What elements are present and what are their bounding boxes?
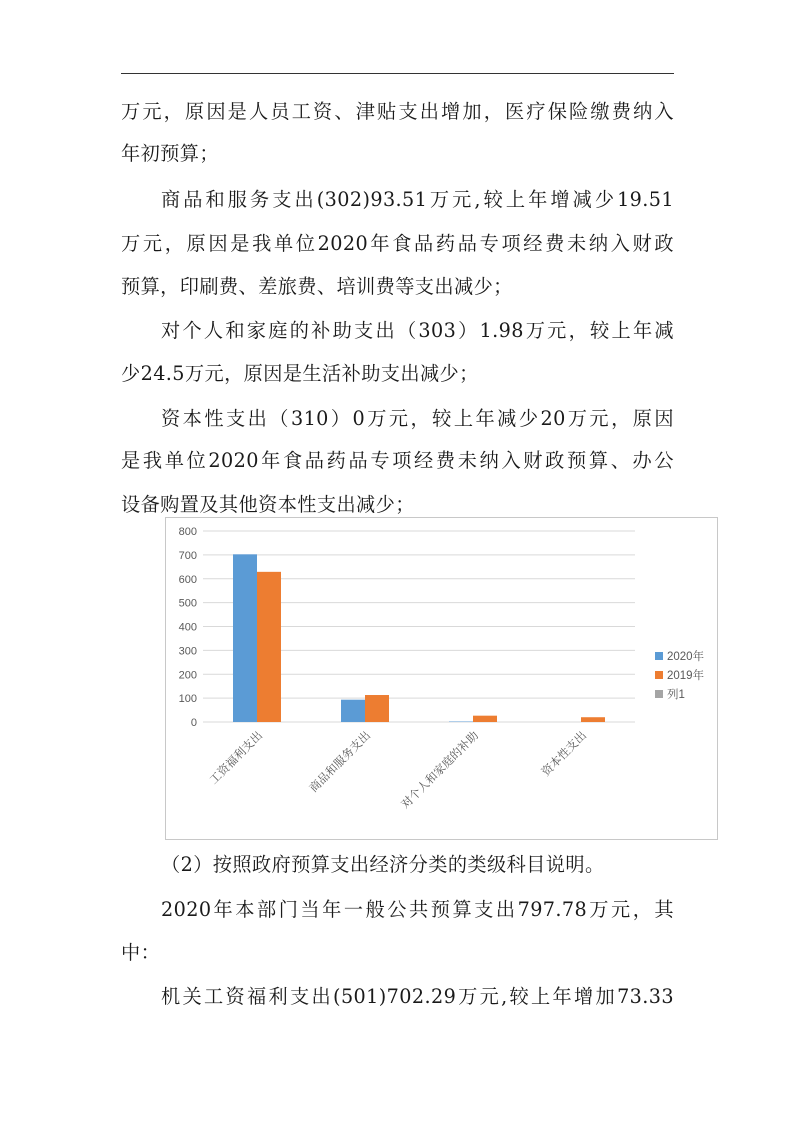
body-line: 设备购置及其他资本性支出减少；	[121, 493, 415, 516]
y-tick-label: 400	[178, 621, 197, 634]
body-line: 万元，原因是我单位2020年食品药品专项经费未纳入财政	[121, 232, 674, 255]
body-line: 万元，原因是人员工资、津贴支出增加，医疗保险缴费纳入	[121, 100, 674, 123]
body-line: 少24.5万元，原因是生活补助支出减少；	[121, 362, 479, 385]
legend	[655, 649, 705, 701]
legend-label: 2019年	[667, 670, 705, 682]
x-tick-label: 商品和服务支出	[307, 729, 374, 796]
body-line: 2020年本部门当年一般公共预算支出797.78万元，其	[161, 898, 674, 921]
x-tick-label: 对个人和家庭的补助	[399, 729, 482, 812]
bar	[365, 695, 389, 722]
body-line: 资本性支出（310）0万元，较上年减少20万元，原因	[161, 407, 674, 430]
y-tick-label: 500	[178, 597, 197, 610]
body-line: 是我单位2020年食品药品专项经费未纳入财政预算、办公	[121, 449, 674, 472]
body-line: 对个人和家庭的补助支出（303）1.98万元，较上年减	[161, 319, 674, 342]
x-tick-label: 资本性支出	[539, 729, 590, 779]
y-tick-label: 100	[178, 693, 197, 706]
bar	[341, 700, 365, 722]
body-line: 年初预算；	[121, 142, 219, 165]
body-line: 预算，印刷费、差旅费、培训费等支出减少；	[121, 275, 513, 298]
legend-swatch	[655, 671, 663, 679]
y-tick-label: 0	[190, 717, 197, 729]
y-tick-label: 800	[178, 526, 197, 538]
body-line: 商品和服务支出(302)93.51万元,较上年增减少19.51	[161, 188, 674, 211]
bars	[233, 554, 605, 722]
legend-swatch	[655, 652, 663, 660]
legend-label: 2020年	[667, 651, 705, 663]
bar	[233, 554, 257, 722]
bar-chart-svg	[166, 518, 717, 839]
bar	[473, 716, 497, 722]
bar	[257, 572, 281, 722]
body-line: 中：	[121, 941, 161, 964]
header-rule	[121, 73, 674, 74]
bar	[581, 717, 605, 722]
legend-label: 列1	[667, 689, 685, 701]
y-tick-label: 700	[178, 549, 197, 562]
y-axis-ticks	[179, 526, 197, 729]
y-tick-label: 600	[178, 573, 197, 586]
x-axis-labels	[206, 728, 589, 811]
y-tick-label: 300	[178, 645, 197, 658]
expense-chart	[165, 517, 718, 840]
body-line: 机关工资福利支出(501)702.29万元,较上年增加73.33	[161, 985, 674, 1008]
legend-swatch	[655, 690, 663, 698]
body-line: （2）按照政府预算支出经济分类的类级科目说明。	[161, 853, 605, 876]
y-tick-label: 200	[178, 669, 197, 682]
x-tick-label: 工资福利支出	[207, 729, 266, 787]
